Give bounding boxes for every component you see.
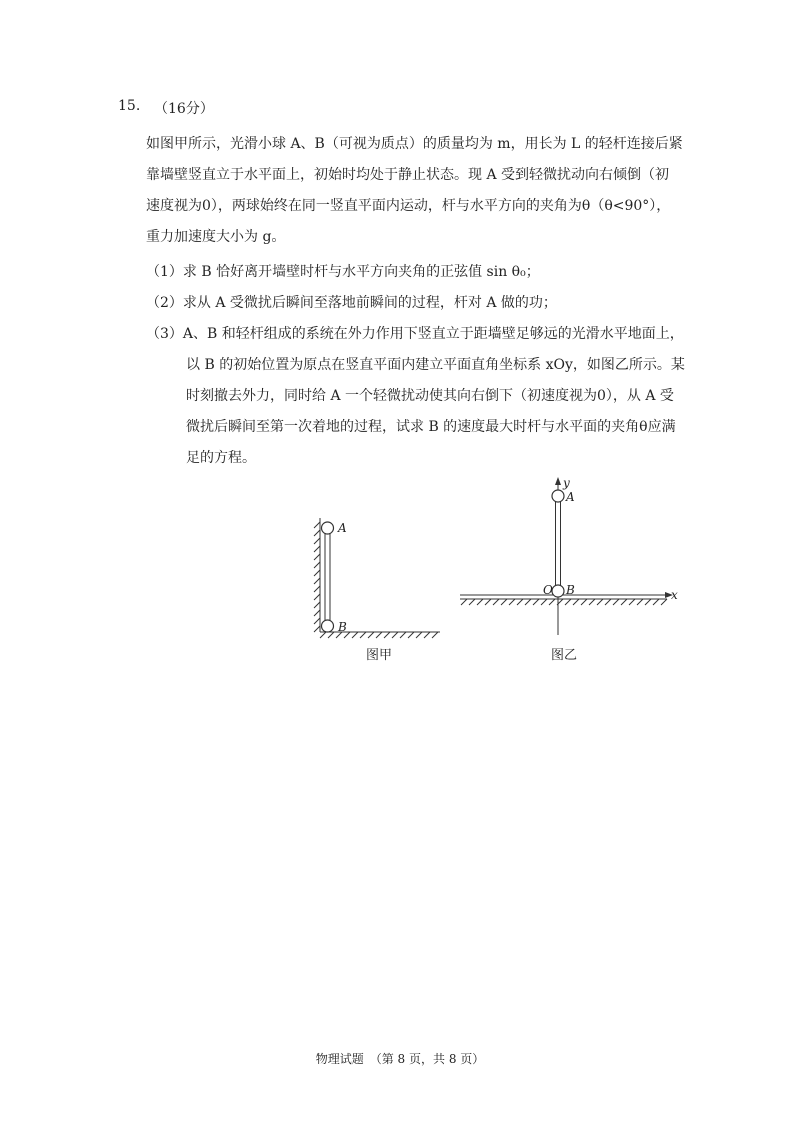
- figure-jia-caption: 图甲: [366, 648, 393, 663]
- intro-line: 如图甲所示，光滑小球 A、B（可视为质点）的质量均为 m，用长为 L 的轻杆连接后紧: [146, 136, 683, 152]
- intro-line: 速度视为0），两球始终在同一竖直平面内运动，杆与水平方向的夹角为θ（θ<90°），: [146, 198, 671, 214]
- ball-a: [552, 490, 564, 502]
- figure-yi: [455, 475, 685, 643]
- label-a: A: [566, 490, 575, 504]
- question-intro: [146, 129, 702, 253]
- wall-hatch: [314, 518, 320, 632]
- intro-line: 重力加速度大小为 g。: [146, 229, 286, 245]
- figure-yi-caption: 图乙: [551, 648, 578, 663]
- sub-question-2: （2）求从 A 受微扰后瞬间至落地前瞬间的过程，杆对 A 做的功；: [146, 295, 557, 311]
- label-b: B: [338, 620, 347, 634]
- page-footer: 物理试题 （第 8 页，共 8 页）: [315, 1052, 485, 1066]
- label-o: O: [543, 583, 553, 597]
- ball-a: [322, 522, 334, 534]
- question-number: 15.: [118, 98, 141, 114]
- ball-b: [552, 585, 564, 597]
- label-y: y: [563, 476, 570, 490]
- light-rod: [556, 500, 561, 588]
- sub-question-3-line: 以 B 的初始位置为原点在竖直平面内建立平面直角坐标系 xOy，如图乙所示。某: [186, 357, 685, 373]
- y-axis-arrow: [555, 477, 561, 485]
- ground-hatch: [460, 599, 667, 605]
- intro-line: 靠墙壁竖直立于水平面上，初始时均处于静止状态。现 A 受到轻微扰动向右倾倒（初: [146, 167, 670, 183]
- label-x: x: [671, 588, 678, 602]
- sub-question-3-line: 时刻撤去外力，同时给 A 一个轻微扰动使其向右倒下（初速度视为0），从 A 受: [186, 388, 674, 404]
- label-a: A: [338, 521, 347, 535]
- figure-jia: [300, 510, 450, 640]
- sub-question-3-line: 足的方程。: [186, 450, 256, 466]
- label-b: B: [566, 583, 575, 597]
- question-score: （16分）: [154, 101, 214, 117]
- light-rod: [325, 530, 330, 625]
- sub-question-3: （3）A、B 和轻杆组成的系统在外力作用下竖直立于距墙壁足够远的光滑水平地面上，: [146, 326, 684, 342]
- sub-question-3-line: 微扰后瞬间至第一次着地的过程，试求 B 的速度最大时杆与水平面的夹角θ应满: [186, 419, 676, 435]
- sub-question-1: （1）求 B 恰好离开墙壁时杆与水平方向夹角的正弦值 sin θ₀；: [146, 264, 540, 280]
- ball-b: [322, 620, 334, 632]
